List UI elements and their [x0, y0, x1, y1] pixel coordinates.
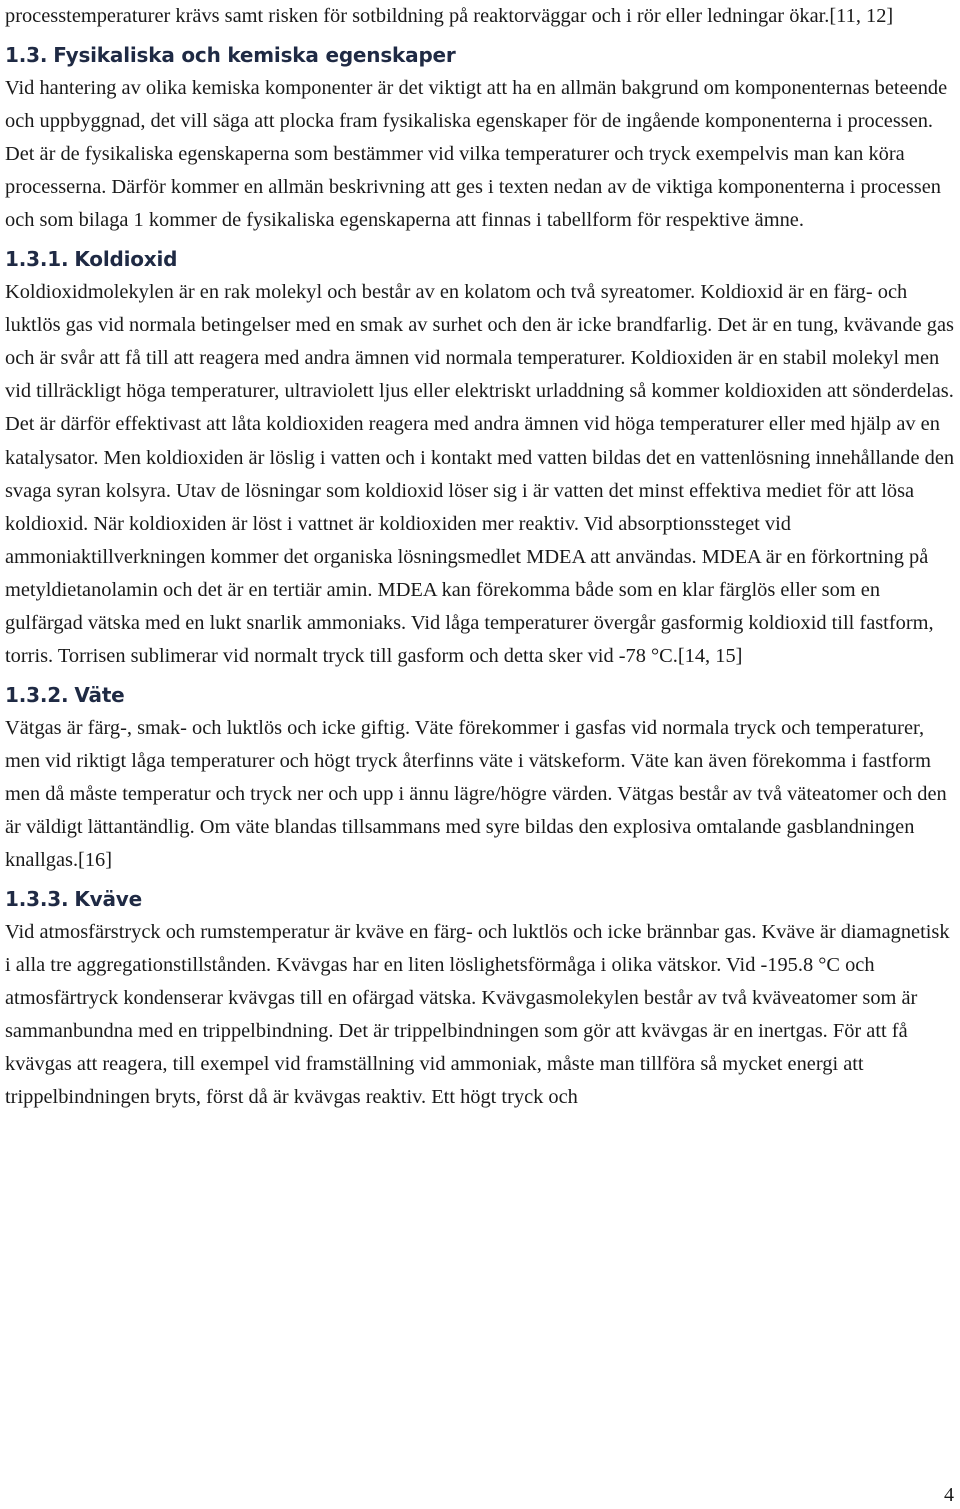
document-page	[5, 0, 957, 1114]
section-heading-1-3	[5, 39, 957, 72]
section-number: 1.3.2.	[5, 682, 69, 707]
section-body-1-3-2: Vätgas är färg-, smak- och luktlös och icke giftig. Väte förekommer i gasfas vid normala tryck och temperaturer, men vid riktigt låga temperaturer och högt tryck återfinns väte i vätskeform. Väte kan även förekomma i fastform men då måste temperatur och tryck ner och upp i ännu lägre/högre värden. Vätgas består av två väteatomer och den är väldigt lättantändlig. Om väte blandas tillsammans med syre bildas den explosiva omtalande gasblandningen knallgas.[16]	[5, 716, 947, 872]
page-number: 4	[944, 1484, 954, 1506]
section-title: Fysikaliska och kemiska egenskaper	[53, 43, 456, 68]
section-heading-1-3-2	[5, 679, 957, 712]
section-number: 1.3.1.	[5, 247, 69, 272]
section-body-1-3: Vid hantering av olika kemiska komponenter är det viktigt att ha en allmän bakgrund om komponenternas beteende och uppbyggnad, det vill säga att plocka fram fysikaliska egenskaper för de ingående komponenterna i processen. Det är de fysikaliska egenskaperna som bestämmer vid vilka temperaturer och tryck exempelvis man kan köra processerna. Därför kommer en allmän beskrivning att ges i texten nedan av de viktiga komponenterna i processen och som bilaga 1 kommer de fysikaliska egenskaperna att finnas i tabellform för respektive ämne.	[5, 77, 948, 232]
section-body-1-3-1: Koldioxidmolekylen är en rak molekyl och består av en kolatom och två syreatomer. Koldioxid är en färg- och luktlös gas vid normala betingelser med en smak av surhet och den är icke brandfarlig. Det är en tung, kvävande gas och är svår att få till att reagera med andra ämnen vid normala temperaturer. Koldioxiden är en stabil molekyl men vid tillräckligt höga temperaturer, ultraviolett ljus eller elektriskt urladdning så kommer koldioxiden att sönderdelas. Det är därför effektivast att låta koldioxiden reagera med andra ämnen vid höga temperaturer eller med hjälp av en katalysator. Men koldioxiden är löslig i vatten och i kontakt med vatten bildas det en vattenlösning innehållande den svaga syran kolsyra. Utav de lösningar som koldioxid löser sig i är vatten det minst effektiva mediet för att lösa koldioxid. När koldioxiden är löst i vattnet är koldioxiden mer reaktiv. Vid absorptionssteget vid ammoniaktillverkningen kommer det organiska lösningsmedlet MDEA att användas. MDEA är en förkortning på metyldietanolamin och det är en tertiär amin. MDEA kan förekomma både som en klar färglös eller som en gulfärgad vätska med en lukt snarlik ammoniaks. Vid låga temperaturer övergår gasformig koldioxid till fastform, torris. Torrisen sublimerar vid normalt tryck till gasform och detta sker vid -78 °C.[14, 15]	[5, 281, 955, 667]
section-number: 1.3.3.	[5, 887, 69, 912]
intro-paragraph: processtemperaturer krävs samt risken för sotbildning på reaktorväggar och i rör eller ledningar ökar.[11, 12]	[5, 5, 894, 27]
section-title: Koldioxid	[74, 247, 178, 272]
section-title: Kväve	[74, 887, 142, 912]
section-title: Väte	[74, 682, 125, 707]
section-heading-1-3-1	[5, 243, 957, 276]
section-body-1-3-3: Vid atmosfärstryck och rumstemperatur är kväve en färg- och luktlös och icke brännbar gas. Kväve är diamagnetisk i alla tre aggregationstillstånden. Kvävgas har en liten löslighetsförmåga i olika vätskor. Vid -195.8 °C och atmosfärtryck kondenserar kvävgas till en ofärgad vätska. Kvävgasmolekylen består av två kväveatomer som är sammanbundna med en trippelbindning. Det är trippelbindningen som gör att kvävgas är en inertgas. För att få kvävgas att reagera, till exempel vid framställning vid ammoniak, måste man tillföra så mycket energi att trippelbindningen bryts, först då är kvävgas reaktiv. Ett högt tryck och	[5, 921, 950, 1109]
section-heading-1-3-3	[5, 883, 957, 916]
section-number: 1.3.	[5, 43, 48, 68]
